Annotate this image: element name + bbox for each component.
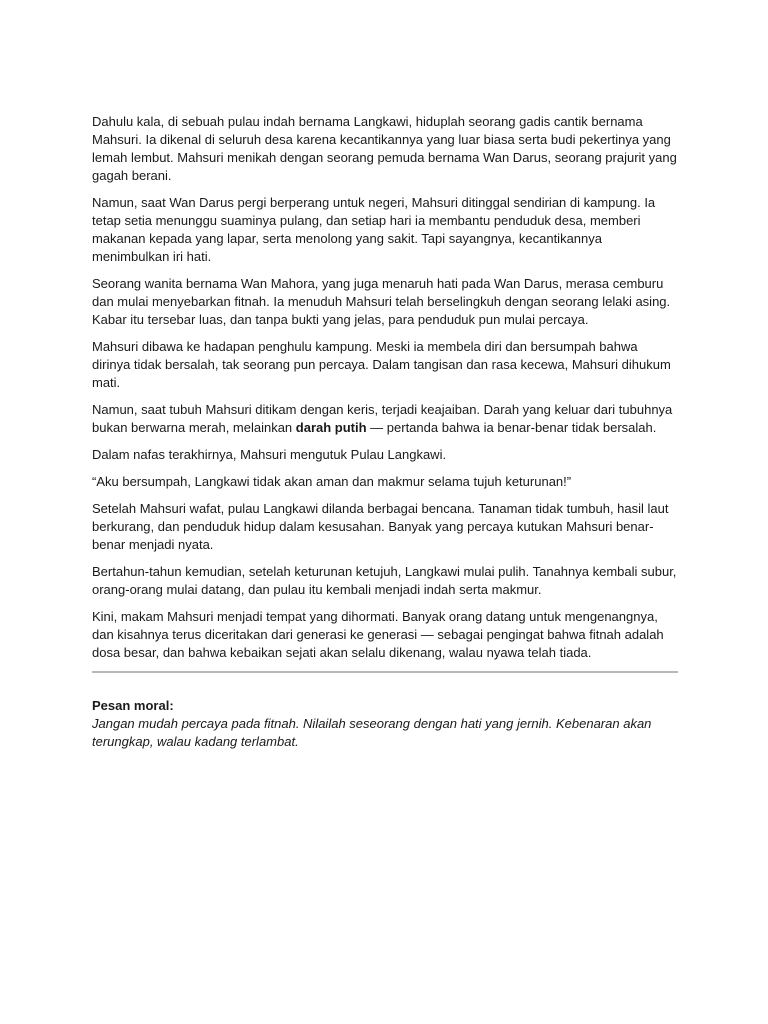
moral-text: Jangan mudah percaya pada fitnah. Nilailah seseorang dengan hati yang jernih. Kebenaran akan terungkap, walau kadang terlambat. [92,716,652,749]
story-paragraph-10: Kini, makam Mahsuri menjadi tempat yang dihormati. Banyak orang datang untuk mengenangnya, dan kisahnya terus diceritakan dari generasi ke generasi — sebagai pengingat bahwa fitnah adalah dosa besar, dan bahwa kebaikan sejati akan selalu dikenang, walau nyawa telah tiada. [92,609,664,660]
moral-title: Pesan moral: [92,698,174,713]
miracle-text-after: — pertanda bahwa ia benar-benar tidak bersalah. [366,420,657,435]
story-paragraph-1: Dahulu kala, di sebuah pulau indah bernama Langkawi, hiduplah seorang gadis cantik bernama Mahsuri. Ia dikenal di seluruh desa karena kecantikannya yang luar biasa serta budi pekertinya yang lemah lembut. Mahsuri menikah dengan seorang pemuda bernama Wan Darus, seorang prajurit yang gagah berani. [92,114,677,183]
story-paragraph-2: Namun, saat Wan Darus pergi berperang untuk negeri, Mahsuri ditinggal sendirian di kampung. Ia tetap setia menunggu suaminya pulang, dan setiap hari ia membantu penduduk desa, memberi makanan kepada yang lapar, serta menolong yang sakit. Tapi sayangnya, kecantikannya menimbulkan iri hati. [92,195,656,264]
story-paragraph-8: Setelah Mahsuri wafat, pulau Langkawi dilanda berbagai bencana. Tanaman tidak tumbuh, hasil laut berkurang, dan penduduk hidup dalam kesusahan. Banyak yang percaya kutukan Mahsuri benar-benar menjadi nyata. [92,501,669,552]
story-paragraph-6: Dalam nafas terakhirnya, Mahsuri mengutuk Pulau Langkawi. [92,447,447,462]
section-divider [92,671,678,673]
miracle-bold-phrase: darah putih [295,420,367,435]
document-page [92,113,678,751]
story-paragraph-3: Seorang wanita bernama Wan Mahora, yang juga menaruh hati pada Wan Darus, merasa cemburu dan mulai menyebarkan fitnah. Ia menuduh Mahsuri telah berselingkuh dengan seorang lelaki asing. Kabar itu tersebar luas, dan tanpa bukti yang jelas, para penduduk pun mulai percaya. [92,276,671,327]
story-curse-quote: “Aku bersumpah, Langkawi tidak akan aman dan makmur selama tujuh keturunan!” [92,474,572,489]
story-paragraph-miracle [92,401,678,437]
story-paragraph-9: Bertahun-tahun kemudian, setelah keturunan ketujuh, Langkawi mulai pulih. Tanahnya kembali subur, orang-orang mulai datang, dan pulau itu kembali menjadi indah serta makmur. [92,564,677,597]
story-paragraph-4: Mahsuri dibawa ke hadapan penghulu kampung. Meski ia membela diri dan bersumpah bahwa dirinya tidak bersalah, tak seorang pun percaya. Dalam tangisan dan rasa kecewa, Mahsuri dihukum mati. [92,339,671,390]
miracle-text-before: Namun, saat tubuh Mahsuri ditikam dengan keris, terjadi keajaiban. Darah yang keluar dari tubuhnya bukan berwarna merah, melainkan [92,402,673,435]
